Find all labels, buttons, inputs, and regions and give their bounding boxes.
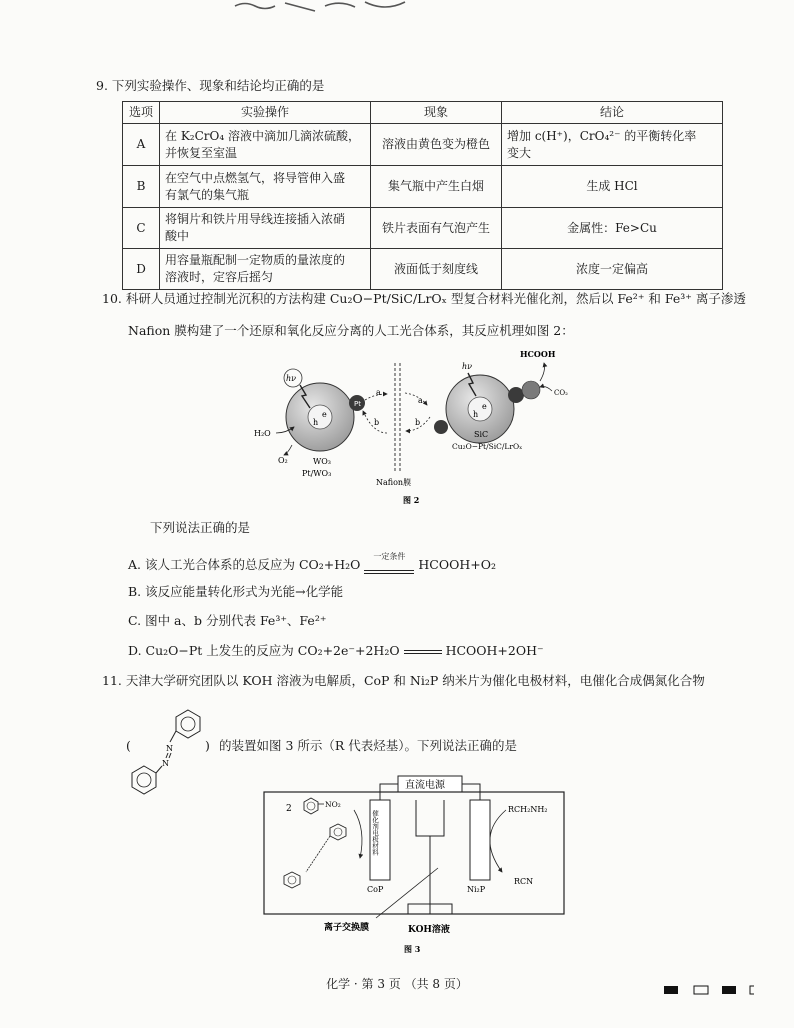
svg-text:N: N <box>162 759 169 768</box>
page-footer: 化学 · 第 3 页 （共 8 页） <box>326 977 468 991</box>
q9-stem: 9. 下列实验操作、现象和结论均正确的是 <box>96 78 325 93</box>
table-row <box>123 208 723 249</box>
svg-text:a: a <box>376 388 381 397</box>
row-conclusion: 增加 c(H⁺)，CrO₄²⁻ 的平衡转化率 变大 <box>502 124 723 166</box>
q11-paren-close: ) <box>205 738 210 753</box>
header-conclusion: 结论 <box>502 102 723 124</box>
header-phenomenon: 现象 <box>371 102 502 124</box>
footer-decorative-squares <box>664 983 764 997</box>
q9-table <box>122 101 723 290</box>
svg-text:HCOOH: HCOOH <box>520 349 556 359</box>
row-option: A <box>123 124 160 166</box>
svg-text:NO₂: NO₂ <box>325 800 341 809</box>
header-option: 选项 <box>123 102 160 124</box>
q10-stem-line1: 10. 科研人员通过控制光沉积的方法构建 Cu₂O−Pt/SiC/LrOₓ 型复合材料光催化剂，然后以 Fe²⁺ 和 Fe³⁺ 离子渗透 <box>102 291 746 306</box>
svg-text:Pt: Pt <box>354 400 361 408</box>
svg-text:b: b <box>374 418 380 427</box>
q10-stem-line2: Nafion 膜构建了一个还原和氧化反应分离的人工光合体系，其反应机理如图 2： <box>128 323 574 338</box>
svg-text:RCH₂NH₂: RCH₂NH₂ <box>508 805 548 814</box>
figure-3-electrolysis-diagram <box>258 772 570 958</box>
table-row <box>123 124 723 166</box>
row-phenomenon: 铁片表面有气泡产生 <box>371 208 502 249</box>
svg-text:e: e <box>482 402 487 411</box>
svg-text:e: e <box>322 410 327 419</box>
svg-text:CO₂: CO₂ <box>554 389 568 397</box>
svg-text:离子交换膜: 离子交换膜 <box>324 923 370 933</box>
row-operation: 在 K₂CrO₄ 溶液中滴加几滴浓硫酸， 并恢复至室温 <box>160 124 371 166</box>
svg-text:直流电源: 直流电源 <box>405 780 445 791</box>
q10-option-c: C. 图中 a、b 分别代表 Fe³⁺、Fe²⁺ <box>128 613 327 628</box>
svg-text:催化剂电极材料: 催化剂电极材料 <box>371 810 379 856</box>
q10-option-a: A. 该人工光合体系的总反应为 CO₂+H₂O 一定条件 HCOOH+O₂ <box>128 552 496 572</box>
row-operation: 用容量瓶配制一定物质的量浓度的 溶液时，定容后摇匀 <box>160 249 371 290</box>
svg-text:Cu₂O−Pt/SiC/LrOₓ: Cu₂O−Pt/SiC/LrOₓ <box>452 442 523 451</box>
row-phenomenon: 液面低于刻度线 <box>371 249 502 290</box>
svg-text:图 3: 图 3 <box>404 944 421 954</box>
q11-stem-line2: 的装置如图 3 所示（R 代表烃基）。下列说法正确的是 <box>219 738 518 753</box>
svg-text:Nafion膜: Nafion膜 <box>376 478 412 487</box>
row-phenomenon: 溶液由黄色变为橙色 <box>371 124 502 166</box>
svg-text:hν: hν <box>286 374 297 383</box>
row-operation: 在空气中点燃氢气，将导管伸入盛 有氯气的集气瓶 <box>160 166 371 208</box>
svg-text:hν: hν <box>462 362 473 371</box>
figure-2-photosynthesis-diagram <box>240 345 580 510</box>
svg-text:CoP: CoP <box>367 885 384 894</box>
table-row <box>123 166 723 208</box>
svg-text:Pt/WO₃: Pt/WO₃ <box>302 469 332 478</box>
header-operation: 实验操作 <box>160 102 371 124</box>
svg-text:图 2: 图 2 <box>403 495 420 505</box>
row-conclusion: 金属性：Fe>Cu <box>502 208 723 249</box>
svg-text:SiC: SiC <box>474 430 489 439</box>
svg-text:KOH溶液: KOH溶液 <box>408 925 450 935</box>
svg-text:H₂O: H₂O <box>254 429 271 438</box>
row-option: B <box>123 166 160 208</box>
row-conclusion: 生成 HCl <box>502 166 723 208</box>
svg-text:N: N <box>166 744 173 753</box>
svg-text:h: h <box>473 410 479 419</box>
q11-paren-open: ( <box>126 738 131 753</box>
svg-text:a: a <box>418 396 423 405</box>
svg-text:O₂: O₂ <box>278 456 288 465</box>
q10-option-b: B. 该反应能量转化形式为光能→化学能 <box>128 584 344 599</box>
row-conclusion: 浓度一定偏高 <box>502 249 723 290</box>
svg-text:Ni₂P: Ni₂P <box>467 885 486 894</box>
svg-text:RCN: RCN <box>514 877 534 886</box>
svg-text:2: 2 <box>286 804 292 814</box>
q10-option-d: D. Cu₂O−Pt 上发生的反应为 CO₂+2e⁻+2H₂O HCOOH+2OH⁻ <box>128 643 544 658</box>
table-row <box>123 249 723 290</box>
svg-text:h: h <box>313 418 319 427</box>
top-scribble <box>230 0 420 14</box>
q10-prompt: 下列说法正确的是 <box>150 520 251 535</box>
row-phenomenon: 集气瓶中产生白烟 <box>371 166 502 208</box>
row-option: D <box>123 249 160 290</box>
row-operation: 将铜片和铁片用导线连接插入浓硝 酸中 <box>160 208 371 249</box>
row-option: C <box>123 208 160 249</box>
azobenzene-structure <box>126 700 216 795</box>
svg-text:WO₃: WO₃ <box>313 457 331 466</box>
svg-text:b: b <box>415 418 421 427</box>
q11-stem-line1: 11. 天津大学研究团队以 KOH 溶液为电解质，CoP 和 Ni₂P 纳米片为催化电极材料，电催化合成偶氮化合物 <box>102 673 705 688</box>
